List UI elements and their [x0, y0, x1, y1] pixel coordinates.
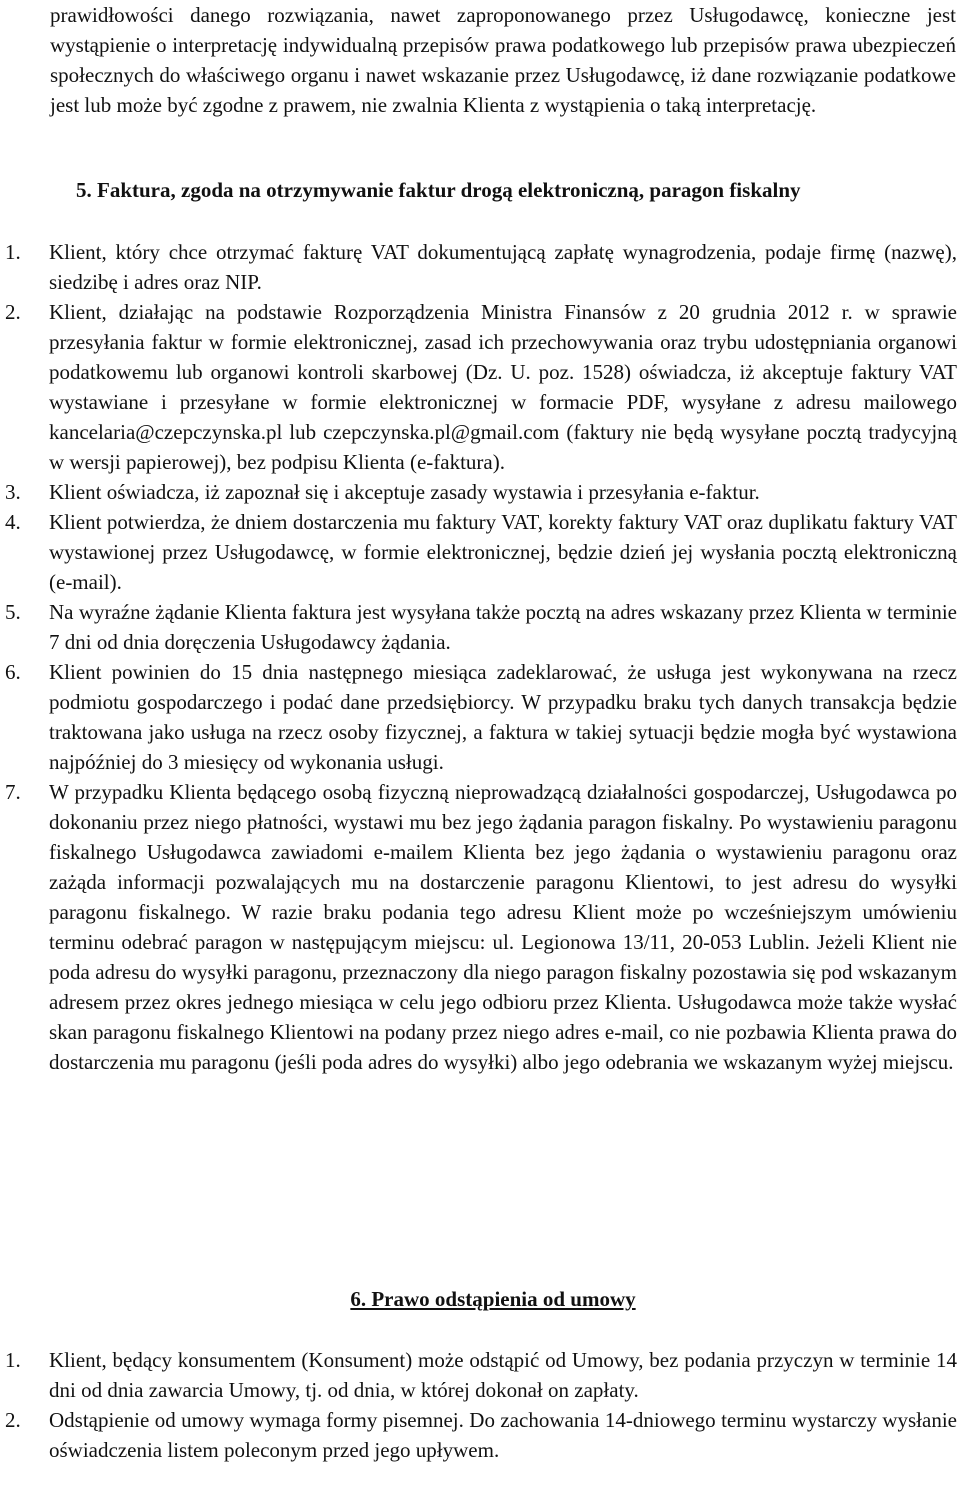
item-number: 2. — [5, 300, 21, 324]
list-item — [0, 297, 960, 477]
list-item — [0, 1345, 960, 1405]
item-number: 7. — [5, 780, 21, 804]
item-number: 4. — [5, 510, 21, 534]
item-number: 2. — [5, 1408, 21, 1432]
item-text: Klient oświadcza, iż zapoznał się i akceptuje zasady wystawia i przesyłania e-faktur. — [49, 480, 760, 504]
item-text: Klient potwierdza, że dniem dostarczenia mu faktury VAT, korekty faktury VAT oraz duplikatu faktury VAT wystawionej przez Usługodawcę, w formie elektronicznej, będzie dzień jej wysłania pocztą elektroniczną (e-mail). — [49, 510, 957, 594]
item-text: Klient, który chce otrzymać fakturę VAT dokumentującą zapłatę wynagrodzenia, podaje firmę (nazwę), siedzibę i adres oraz NIP. — [49, 240, 957, 294]
item-text: Klient, działając na podstawie Rozporządzenia Ministra Finansów z 20 grudnia 2012 r. w sprawie przesyłania faktur w formie elektronicznej, zasad ich przechowywania oraz trybu udostępniania organowi podatkowemu lub organowi kontroli skarbowej (Dz. U. poz. 1528) oświadcza, iż akceptuje faktury VAT wystawiane i przesyłane w formie elektronicznej w formacie PDF, wysyłane z adresu mailowego kancelaria@czepczynska.pl lub czepczynska.pl@gmail.com (faktury nie będą wysyłane pocztą tradycyjną w wersji papierowej), bez podpisu Klienta (e-faktura). — [49, 300, 957, 474]
item-number: 1. — [5, 240, 21, 264]
list-item — [0, 507, 960, 597]
section-5-list — [0, 237, 960, 1077]
section-6-title: 6. Prawo odstąpienia od umowy — [350, 1287, 636, 1311]
list-item — [0, 777, 960, 1077]
item-text: Na wyraźne żądanie Klienta faktura jest wysyłana także pocztą na adres wskazany przez Klienta w terminie 7 dni od dnia doręczenia Usługodawcy żądania. — [49, 600, 957, 654]
item-number: 3. — [5, 480, 21, 504]
section-6-list — [0, 1345, 960, 1465]
item-number: 6. — [5, 660, 21, 684]
item-text: W przypadku Klienta będącego osobą fizyczną nieprowadzącą działalności gospodarczej, Usługodawca po dokonaniu przez niego płatności, wystawi mu bez jego żądania paragon fiskalny. Po wystawieniu paragonu fiskalnego Usługodawca zawiadomi e-mailem Klienta bez jego żądania o wystawieniu paragonu oraz zażąda informacji pozwalających mu na dostarczenie paragonu Klientowi, to jest adresu do wysyłki paragonu fiskalnego. W razie braku podania tego adresu Klient może po wcześniejszym umówieniu terminu odebrać paragon w następującym miejscu: ul. Legionowa 13/11, 20-053 Lublin. Jeżeli Klient nie poda adresu do wysyłki paragonu, przeznaczony dla niego paragon fiskalny pozostawia się pod wskazanym adresem przez okres jednego miesiąca w celu jego odbioru przez Klienta. Usługodawca może także wysłać skan paragonu fiskalnego Klientowi na podany przez niego adres e-mail, co nie pozbawia Klienta prawa do dostarczenia mu paragonu (jeśli poda adres do wysyłki) albo jego odebrania we wskazanym wyżej miejscu. — [49, 780, 957, 1074]
list-item — [0, 657, 960, 777]
section-5-heading — [50, 178, 801, 203]
list-item — [0, 597, 960, 657]
item-text: Klient, będący konsumentem (Konsument) może odstąpić od Umowy, bez podania przyczyn w terminie 14 dni od dnia zawarcia Umowy, tj. od dnia, w której dokonał on zapłaty. — [49, 1348, 957, 1402]
list-item — [0, 477, 960, 507]
list-item — [0, 1405, 960, 1465]
item-number: 1. — [5, 1348, 21, 1372]
item-text: Klient powinien do 15 dnia następnego miesiąca zadeklarować, że usługa jest wykonywana na rzecz podmiotu gospodarczego i podać dane przedsiębiorcy. W przypadku braku tych danych transakcja będzie traktowana jako usługa na rzecz osoby fizycznej, a faktura w takiej sytuacji będzie mogła być wystawiona najpóźniej do 3 miesięcy od wykonania usługi. — [49, 660, 957, 774]
section-6-heading — [0, 1287, 960, 1312]
intro-paragraph: prawidłowości danego rozwiązania, nawet zaproponowanego przez Usługodawcę, konieczne jest wystąpienie o interpretację indywidualną przepisów prawa podatkowego lub przepisów prawa ubezpieczeń społecznych do właściwego organu i nawet wskazanie przez Usługodawcę, iż dane rozwiązanie podatkowe jest lub może być zgodne z prawem, nie zwalnia Klienta z wystąpienia o taką interpretację. — [50, 3, 956, 117]
list-item — [0, 237, 960, 297]
item-text: Odstąpienie od umowy wymaga formy pisemnej. Do zachowania 14-dniowego terminu wystarczy wysłanie oświadczenia listem poleconym przed jego upływem. — [49, 1408, 957, 1462]
item-number: 5. — [5, 600, 21, 624]
section-5-title: 5. Faktura, zgoda na otrzymywanie faktur drogą elektroniczną, paragon fiskalny — [76, 178, 801, 202]
